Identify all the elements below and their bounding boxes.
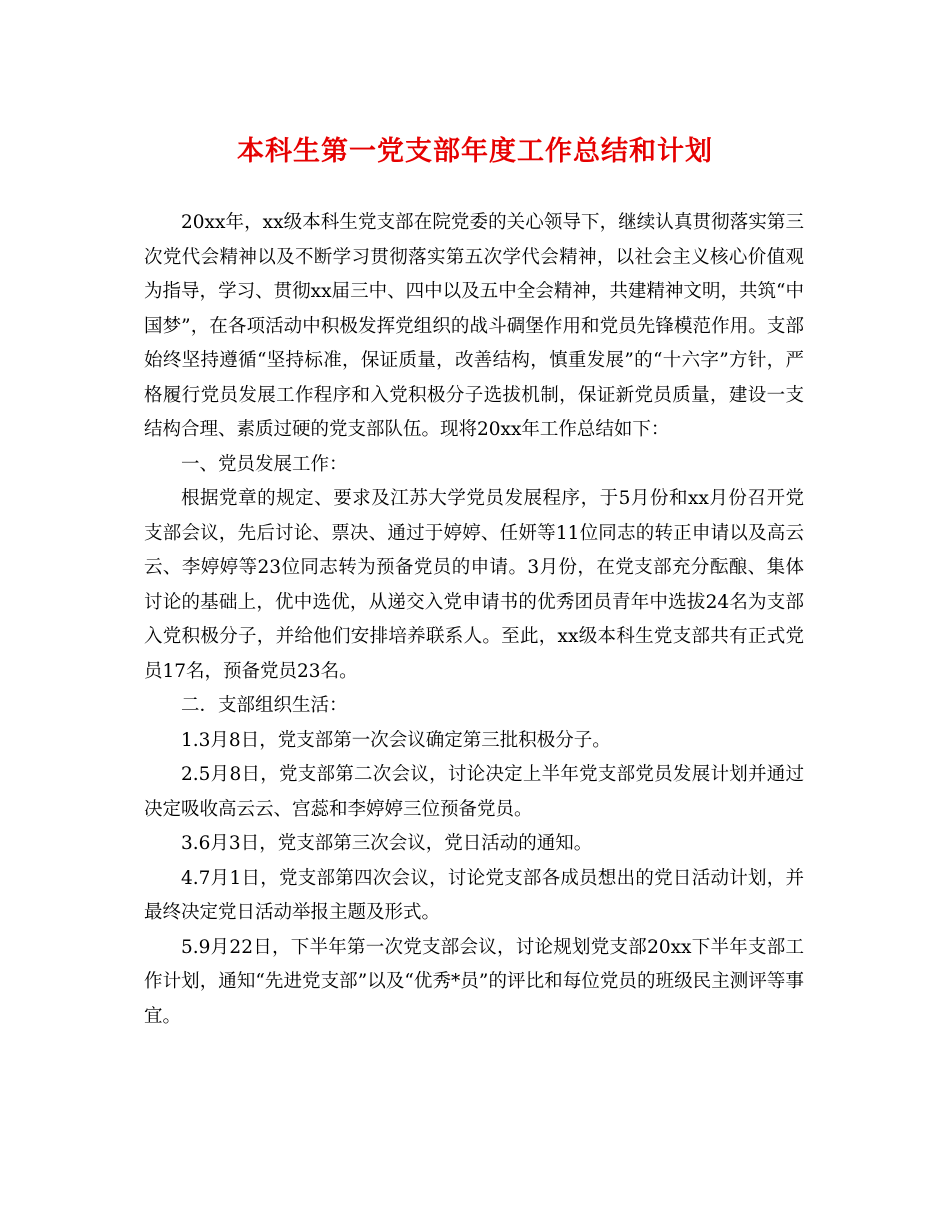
section-heading-branch-organizational-life: 二．支部组织生活： — [181, 695, 348, 716]
list-item-meeting-1: 1.3月8日，党支部第一次会议确定第三批积极分子。 — [181, 729, 611, 751]
list-item-meeting-2: 2.5月8日，党支部第二次会议，讨论决定上半年党支部党员发展计划并通过决定吸收高云云、宫蕊和李婷婷三位预备党员。 — [144, 764, 804, 820]
paragraph-party-member-development: 根据党章的规定、要求及江苏大学党员发展程序，于5月份和xx月份召开党支部会议，先后讨论、票决、通过于婷婷、任妍等11位同志的转正申请以及高云云、李婷婷等23位同志转为预备党员的申请。3月份，在党支部充分酝酿、集体讨论的基础上，优中选优，从递交入党申请书的优秀团员青年中选拔24名为支部入党积极分子，并给他们安排培养联系人。至此，xx级本科生党支部共有正式党员17名，预备党员23名。 — [144, 488, 804, 682]
document-body — [144, 206, 804, 1034]
list-item-meeting-5: 5.9月22日，下半年第一次党支部会议，讨论规划党支部20xx下半年支部工作计划，通知“先进党支部”以及“优秀*员”的评比和每位党员的班级民主测评等事宜。 — [144, 936, 804, 1027]
section-heading-party-member-development: 一、党员发展工作： — [181, 453, 348, 475]
list-item-meeting-3: 3.6月3日，党支部第三次会议，党日活动的通知。 — [181, 833, 593, 854]
paragraph-intro: 20xx年，xx级本科生党支部在院党委的关心领导下，继续认真贯彻落实第三次党代会精神以及不断学习贯彻落实第五次学代会精神，以社会主义核心价值观为指导，学习、贯彻xx届三中、四中以及五中全会精神，共建精神文明，共筑“中国梦”，在各项活动中积极发挥党组织的战斗碉堡作用和党员先锋模范作用。支部始终坚持遵循“坚持标准，保证质量，改善结构，慎重发展”的“十六字”方针，严格履行党员发展工作程序和入党积极分子选拔机制，保证新党员质量，建设一支结构合理、素质过硬的党支部队伍。现将20xx年工作总结如下： — [144, 212, 804, 440]
document-title: 本科生第一党支部年度工作总结和计划 — [237, 136, 713, 167]
list-item-meeting-4: 4.7月1日，党支部第四次会议，讨论党支部各成员想出的党日活动计划，并最终决定党日活动举报主题及形式。 — [144, 867, 804, 923]
